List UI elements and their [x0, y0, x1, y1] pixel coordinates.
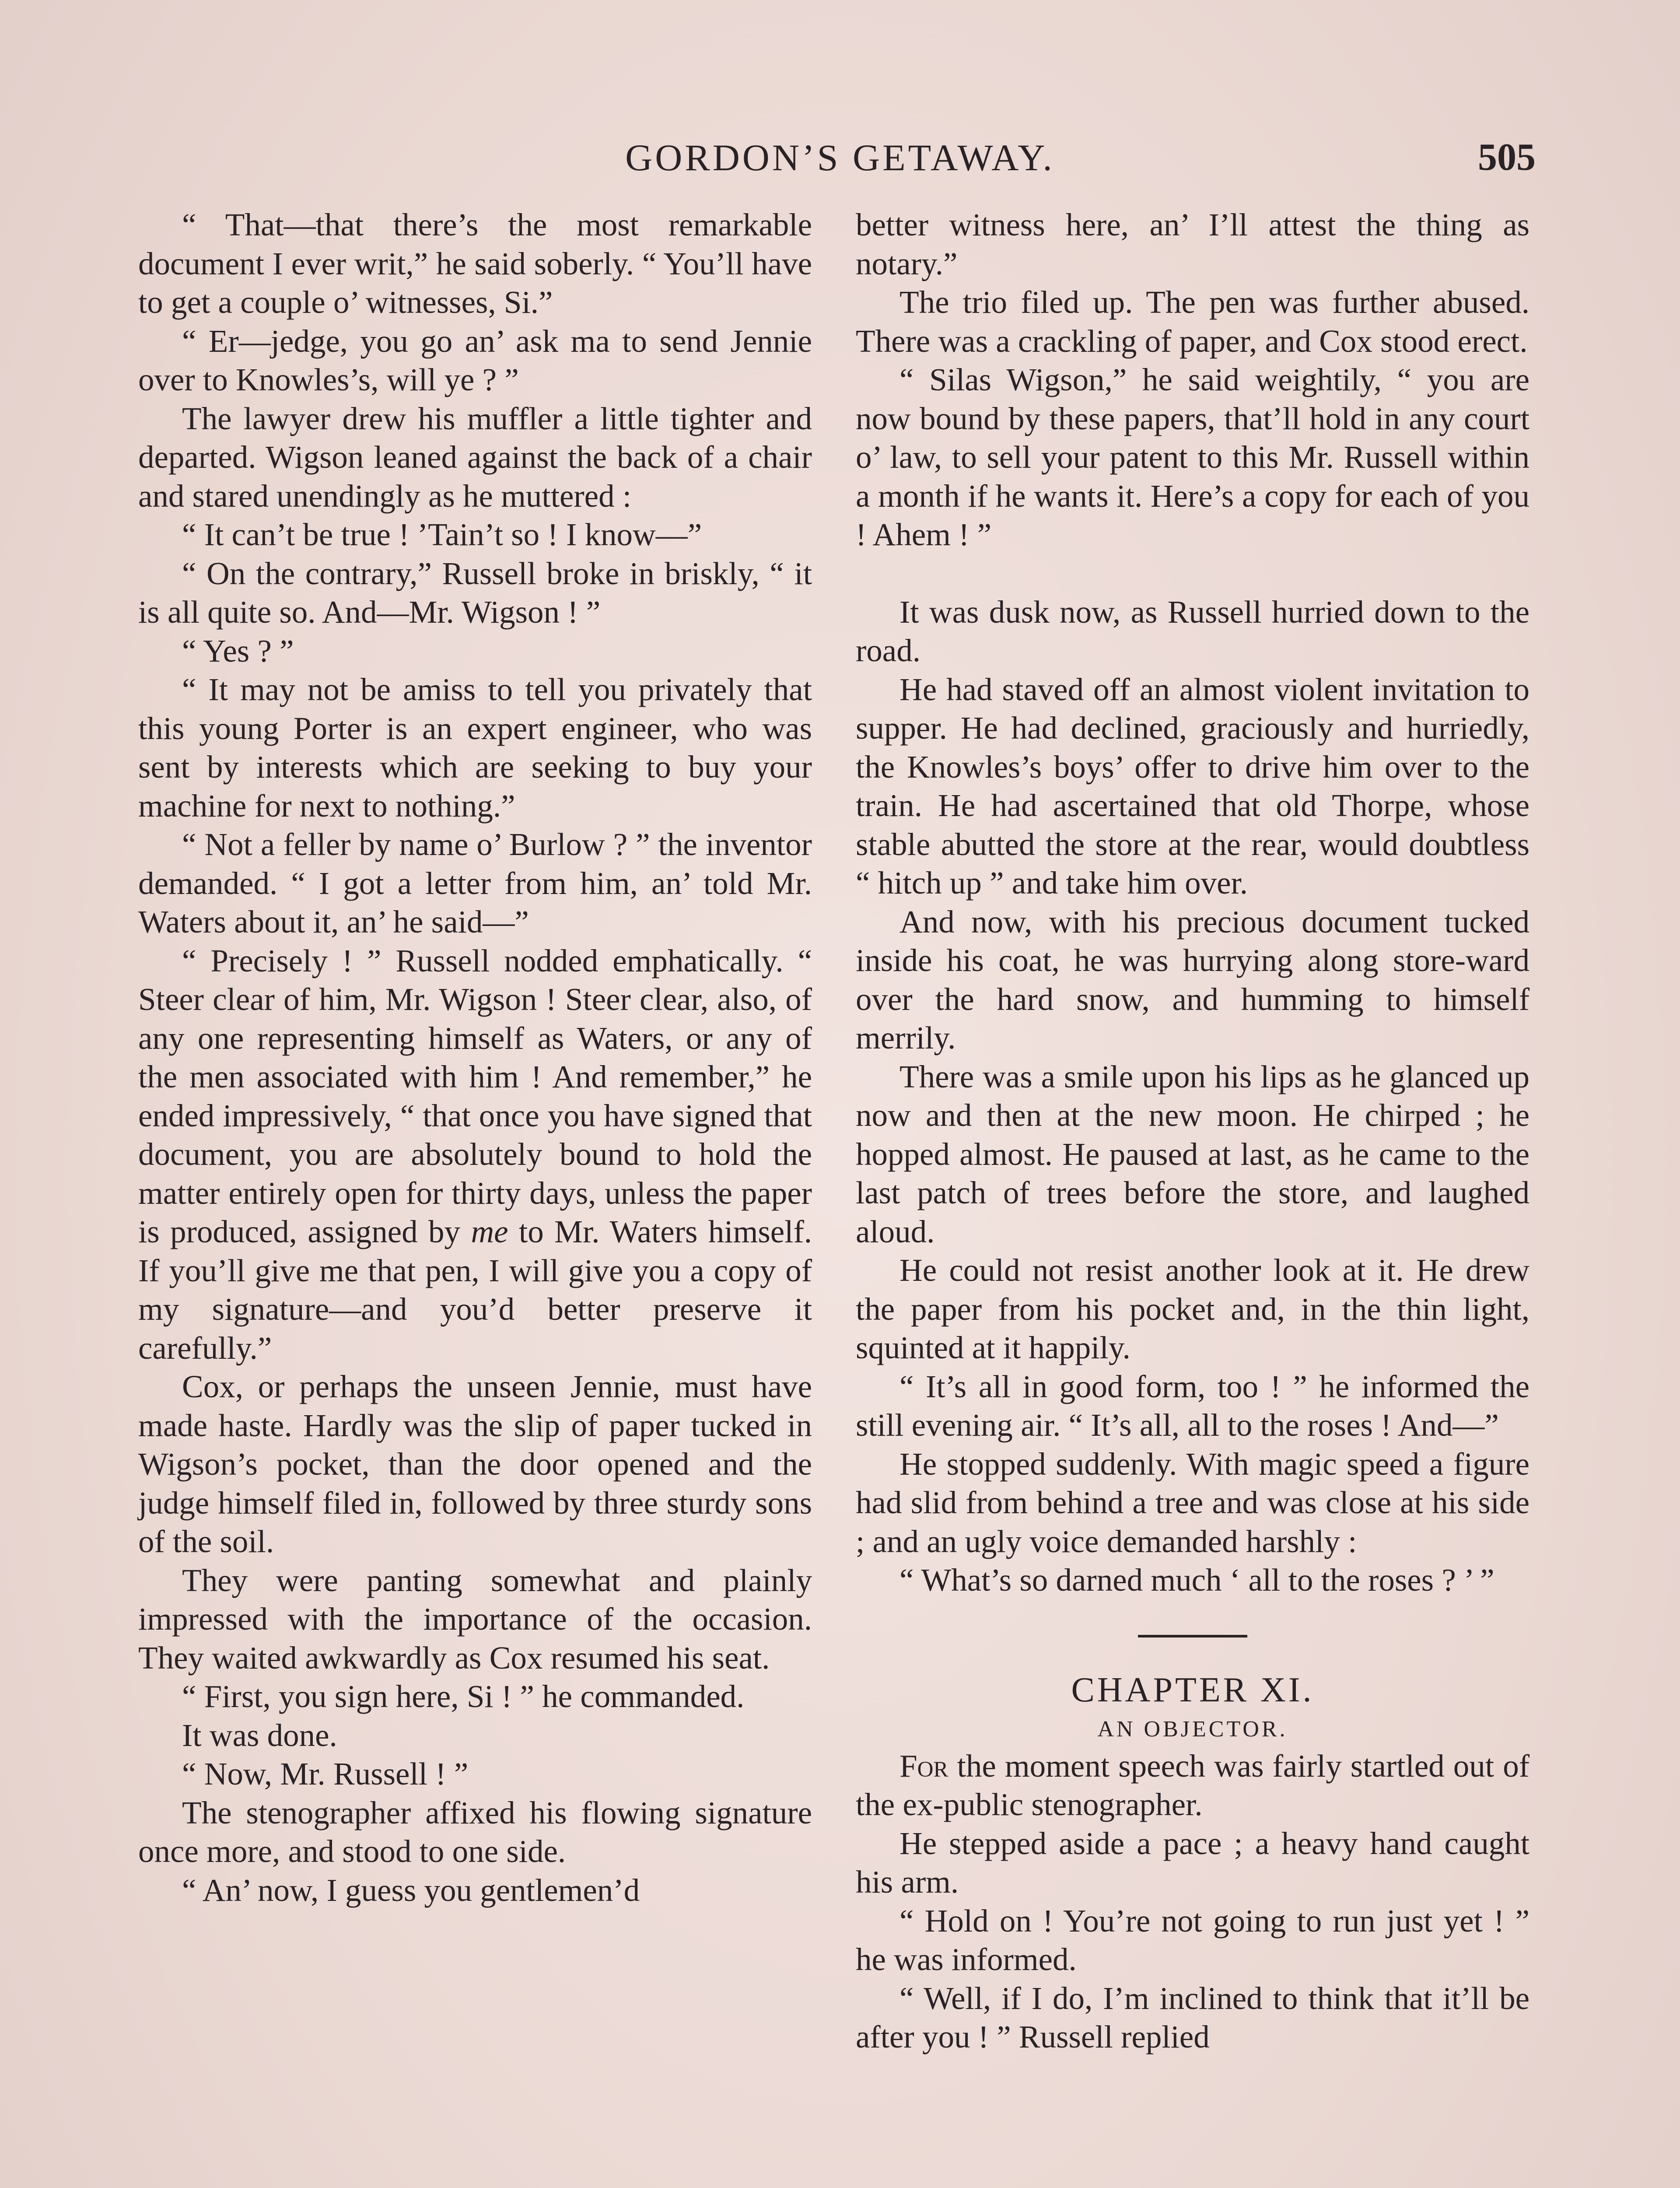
paragraph: He could not resist another look at it. He drew the paper from his pocket and, in the thin light, squinted at it happily.: [856, 1252, 1530, 1365]
chapter-first-word: For: [900, 1748, 948, 1784]
page-number: 505: [1478, 136, 1536, 179]
paragraph: “ It may not be amiss to tell you privately that this young Porter is an expert engineer, who was sent by interests which are seeking to buy your machine for next to nothing.”: [138, 672, 812, 824]
chapter-divider-rule: [1138, 1635, 1247, 1637]
continuation-text: better witness here, an’ I’ll attest the thing as notary.”: [856, 207, 1530, 281]
chapter-title: CHAPTER XI.: [1071, 1670, 1314, 1709]
paragraph: “ It can’t be true ! ’Tain’t so ! I know—”: [182, 517, 702, 552]
left-column: [138, 206, 812, 1910]
paragraph: “ On the contrary,” Russell broke in briskly, “ it is all quite so. And—Mr. Wigson ! ”: [138, 555, 812, 630]
chapter-opening-paragraph: [856, 1747, 1530, 1824]
paragraph: And now, with his precious document tucked inside his coat, he was hurrying along store-ward over the hard snow, and humming to himself merrily.: [856, 904, 1530, 1055]
paragraph: “ It’s all in good form, too ! ” he informed the still evening air. “ It’s all, all to the roses ! And—”: [856, 1368, 1530, 1443]
paragraph: “ Er—jedge, you go an’ ask ma to send Jennie over to Knowles’s, will ye ? ”: [138, 323, 812, 397]
emphasis-me: me: [471, 1214, 508, 1249]
paragraph-with-emphasis: [138, 942, 812, 1368]
right-column: [856, 206, 1530, 2057]
paragraph: The stenographer affixed his flowing signature once more, and stood to one side.: [138, 1795, 812, 1869]
paragraph: “ What’s so darned much ‘ all to the roses ? ’ ”: [900, 1562, 1494, 1598]
page-header: [0, 131, 1680, 184]
paragraph: It was dusk now, as Russell hurried down to the road.: [856, 594, 1530, 668]
paragraph: The trio filed up. The pen was further abused. There was a crackling of paper, and Cox stood erect.: [856, 284, 1530, 359]
paragraph: “ Not a feller by name o’ Burlow ? ” the inventor demanded. “ I got a letter from him, an’ told Mr. Waters about it, an’ he said—”: [138, 827, 812, 940]
paragraph: He stepped aside a pace ; a heavy hand caught his arm.: [856, 1825, 1530, 1900]
paragraph: “ That—that there’s the most remarkable document I ever writ,” he said soberly. “ You’ll have to get a couple o’ witnesses, Si.”: [138, 207, 812, 320]
paragraph: “ Now, Mr. Russell ! ”: [182, 1756, 469, 1792]
section-break: [856, 554, 1530, 593]
paragraph-text: “ Precisely ! ” Russell nodded emphatically. “ Steer clear of him, Mr. Wigson ! Steer clear, also, of any one representing himself as Waters, or any of the men associated with him ! And remember,” he ended impressively, “ that once you have signed that document, you are absolutely bound to hold the matter entirely open for thirty days, unless the paper is produced, assigned by: [138, 943, 812, 1249]
paragraph: “ Hold on ! You’re not going to run just yet ! ” he was informed.: [856, 1903, 1530, 1977]
paragraph: There was a smile upon his lips as he glanced up now and then at the new moon. He chirped ; he hopped almost. He paused at last, as he came to the last patch of trees before the store, and laughed aloud.: [856, 1059, 1530, 1249]
paragraph: “ Well, if I do, I’m inclined to think that it’ll be after you ! ” Russell replied: [856, 1980, 1530, 2055]
paragraph: “ Silas Wigson,” he said weightily, “ you are now bound by these papers, that’ll hold in any court o’ law, to sell your patent to this Mr. Russell within a month if he wants it. Here’s a copy for each of you ! Ahem ! ”: [856, 362, 1530, 552]
running-title: GORDON’S GETAWAY.: [625, 137, 1055, 179]
paragraph: Cox, or perhaps the unseen Jennie, must have made haste. Hardly was the slip of paper tucked in Wigson’s pocket, than the door opened and the judge himself filed in, followed by three sturdy sons of the soil.: [138, 1369, 812, 1559]
paragraph: He had staved off an almost violent invitation to supper. He had declined, graciously and hurriedly, the Knowles’s boys’ offer to drive him over to the train. He had ascertained that old Thorpe, whose stable abutted the store at the rear, would doubtless “ hitch up ” and take him over.: [856, 671, 1530, 901]
paragraph: “ An’ now, I guess you gentlemen’d: [182, 1872, 640, 1908]
paragraph: He stopped suddenly. With magic speed a figure had slid from behind a tree and was close at his side ; and an ugly voice demanded harshly :: [856, 1446, 1530, 1559]
paragraph: They were panting somewhat and plainly impressed with the importance of the occasion. They waited awkwardly as Cox resumed his seat.: [138, 1562, 812, 1676]
paragraph: “ First, you sign here, Si ! ” he commanded.: [182, 1679, 745, 1714]
chapter-subtitle: AN OBJECTOR.: [1097, 1716, 1288, 1742]
paragraph-text-tail: to Mr. Waters himself. If you’ll give me that pen, I will give you a copy of my signature—and you’d better preserve it carefully.”: [138, 1214, 812, 1366]
paragraph: It was done.: [182, 1717, 337, 1753]
chapter-first-text: the moment speech was fairly startled out of the ex-public stenographer.: [856, 1748, 1530, 1822]
paragraph: “ Yes ? ”: [182, 633, 294, 669]
paragraph: The lawyer drew his muffler a little tighter and departed. Wigson leaned against the back of a chair and stared unendingly as he muttered :: [138, 400, 812, 514]
